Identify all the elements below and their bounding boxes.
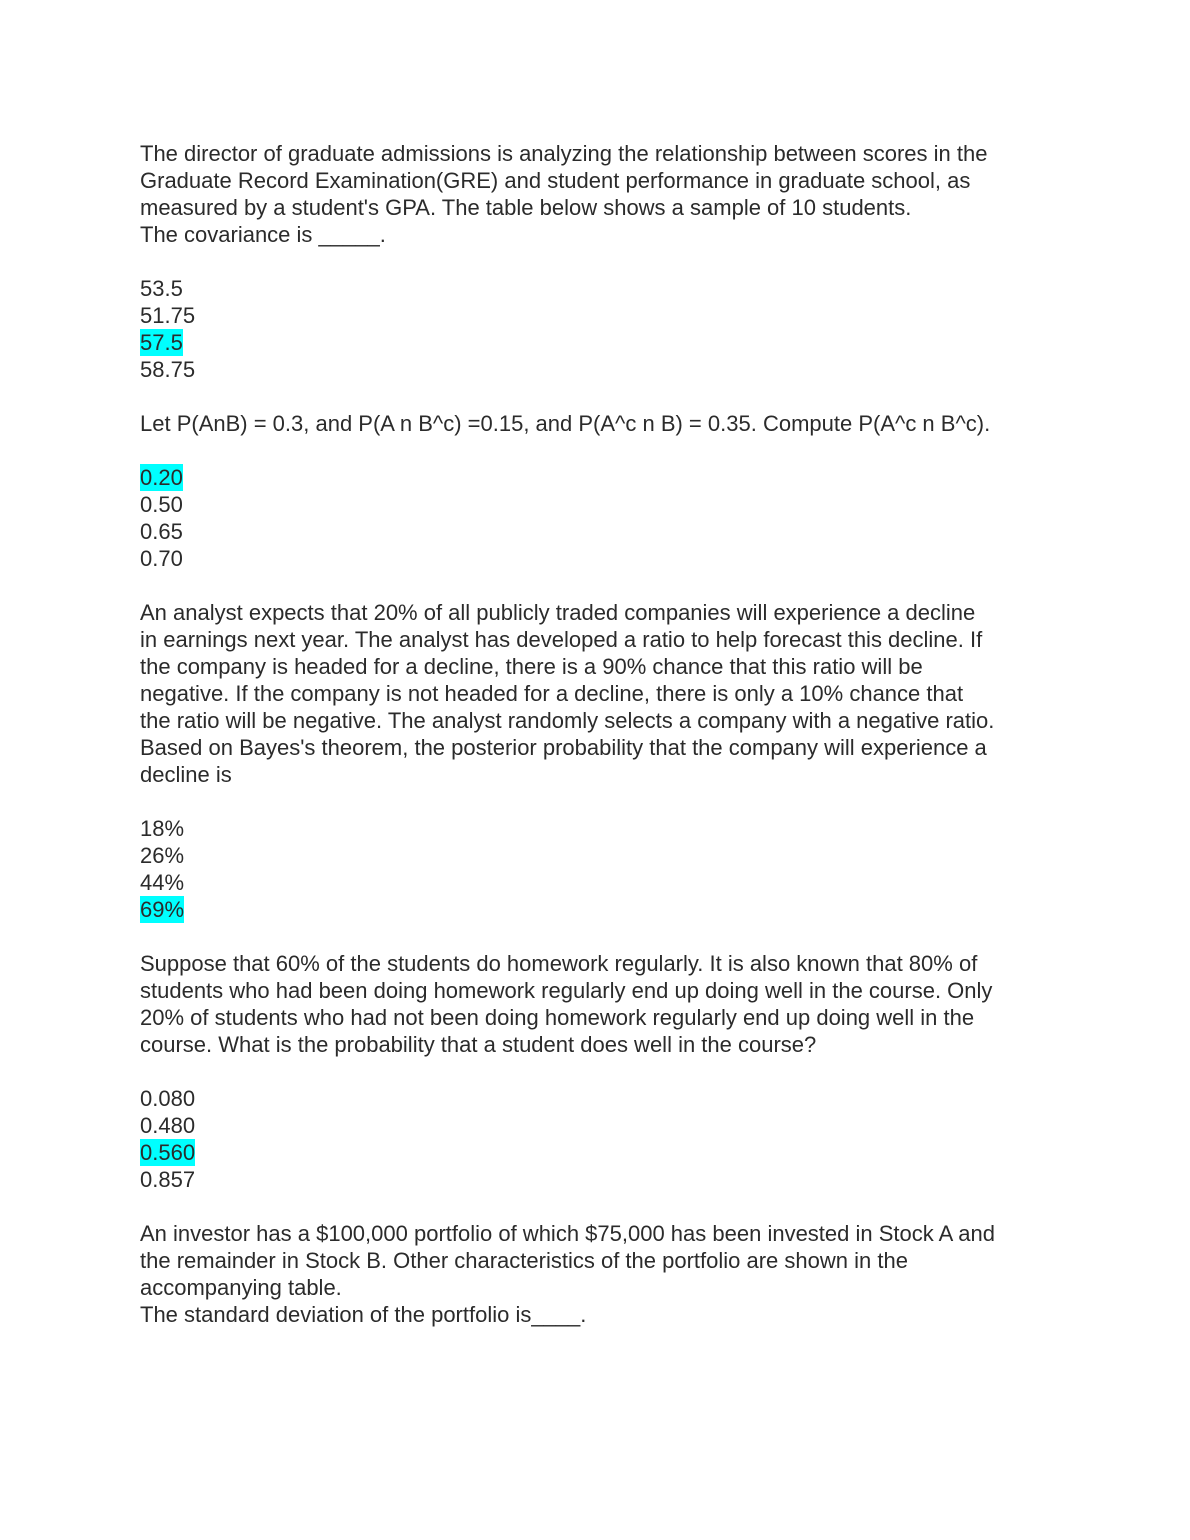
answer-options-2 (140, 464, 1060, 572)
answer-option: 26% (140, 843, 185, 868)
question-text-line: Suppose that 60% of the students do homework regularly. It is also known that 80% of (140, 951, 978, 976)
answer-option: 58.75 (140, 357, 196, 382)
answer-option: 0.080 (140, 1086, 196, 1111)
question-text-line: decline is (140, 762, 232, 787)
answer-option: 53.5 (140, 276, 183, 301)
highlighted-answer-option: 0.560 (140, 1140, 196, 1165)
answer-option: 51.75 (140, 303, 196, 328)
answer-option: 0.480 (140, 1113, 196, 1138)
answer-option: 0.857 (140, 1167, 196, 1192)
highlighted-answer-option: 0.20 (140, 465, 183, 490)
question-text-line: students who had been doing homework regularly end up doing well in the course. Only (140, 978, 993, 1003)
question-text-line: Based on Bayes's theorem, the posterior probability that the company will experience a (140, 735, 987, 760)
question-text-line: in earnings next year. The analyst has developed a ratio to help forecast this decline. If (140, 627, 983, 652)
highlighted-answer-option: 57.5 (140, 330, 183, 355)
question-text-line: negative. If the company is not headed for a decline, there is only a 10% chance that (140, 681, 964, 706)
question-text-line: The standard deviation of the portfolio is____. (140, 1302, 587, 1327)
question-2 (140, 410, 1060, 437)
answer-options-3 (140, 815, 1060, 923)
question-text-line: 20% of students who had not been doing homework regularly end up doing well in the (140, 1005, 975, 1030)
answer-option: 0.70 (140, 546, 183, 571)
question-text-line: Graduate Record Examination(GRE) and student performance in graduate school, as (140, 168, 971, 193)
answer-option: 0.65 (140, 519, 183, 544)
question-3 (140, 599, 1060, 788)
answer-options-1 (140, 275, 1060, 383)
answer-option: 44% (140, 870, 185, 895)
answer-option: 0.50 (140, 492, 183, 517)
question-text-line: accompanying table. (140, 1275, 342, 1300)
question-text-line: the ratio will be negative. The analyst randomly selects a company with a negative ratio. (140, 708, 995, 733)
question-text-line: measured by a student's GPA. The table below shows a sample of 10 students. (140, 195, 912, 220)
question-4 (140, 950, 1060, 1058)
question-5 (140, 1220, 1060, 1328)
question-text-line: course. What is the probability that a student does well in the course? (140, 1032, 817, 1057)
highlighted-answer-option: 69% (140, 897, 185, 922)
question-text-line: An analyst expects that 20% of all publicly traded companies will experience a decline (140, 600, 976, 625)
question-1 (140, 140, 1060, 248)
question-text-line: the remainder in Stock B. Other characteristics of the portfolio are shown in the (140, 1248, 908, 1273)
answer-options-4 (140, 1085, 1060, 1193)
document-page (140, 140, 1060, 1328)
question-text-line: An investor has a $100,000 portfolio of which $75,000 has been invested in Stock A and (140, 1221, 995, 1246)
answer-option: 18% (140, 816, 185, 841)
question-text-line: The covariance is _____. (140, 222, 386, 247)
question-text-line: the company is headed for a decline, there is a 90% chance that this ratio will be (140, 654, 923, 679)
question-text-line: Let P(AnB) = 0.3, and P(A n B^c) =0.15, and P(A^c n B) = 0.35. Compute P(A^c n B^c). (140, 411, 991, 436)
question-text-line: The director of graduate admissions is analyzing the relationship between scores in the (140, 141, 988, 166)
